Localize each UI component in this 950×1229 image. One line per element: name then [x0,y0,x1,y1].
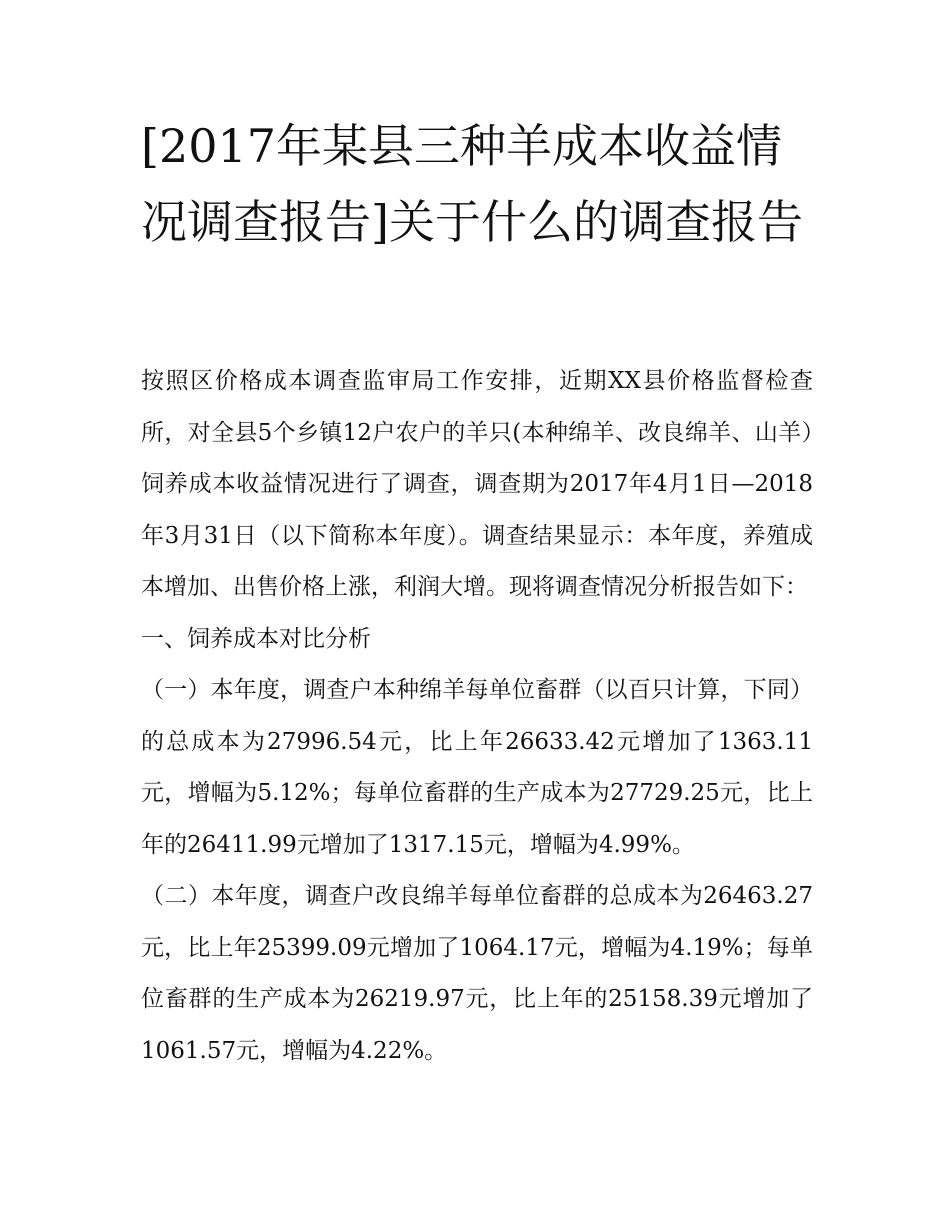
section-heading-cost-analysis: 一、饲养成本对比分析 [141,625,371,652]
paragraph-native-sheep: （一）本年度，调查户本种绵羊每单位畜群（以百只计算，下同）的总成本为27996.54元，比上年26633.42元增加了1363.11元，增幅为5.12%；每单位畜群的生产成本为27729.25元，比上年的26411.99元增加了1317.15元，增幅为4.99%。 [141,677,813,858]
intro-paragraph: 按照区价格成本调查监审局工作安排，近期XX县价格监督检查所，对全县5个乡镇12户农户的羊只(本种绵羊、改良绵羊、山羊）饲养成本收益情况进行了调查，调查期为2017年4月1日—2018年3月31日（以下简称本年度）。调查结果显示：本年度，养殖成本增加、出售价格上涨，利润大增。现将调查情况分析报告如下： [141,368,813,600]
document-title: [2017年某县三种羊成本收益情况调查报告]关于什么的调查报告 [141,119,803,249]
document-body [141,356,813,1077]
paragraph-improved-sheep: （二）本年度，调查户改良绵羊每单位畜群的总成本为26463.27元，比上年25399.09元增加了1064.17元，增幅为4.19%；每单位畜群的生产成本为26219.97元，比上年的25158.39元增加了1061.57元，增幅为4.22%。 [141,883,813,1064]
